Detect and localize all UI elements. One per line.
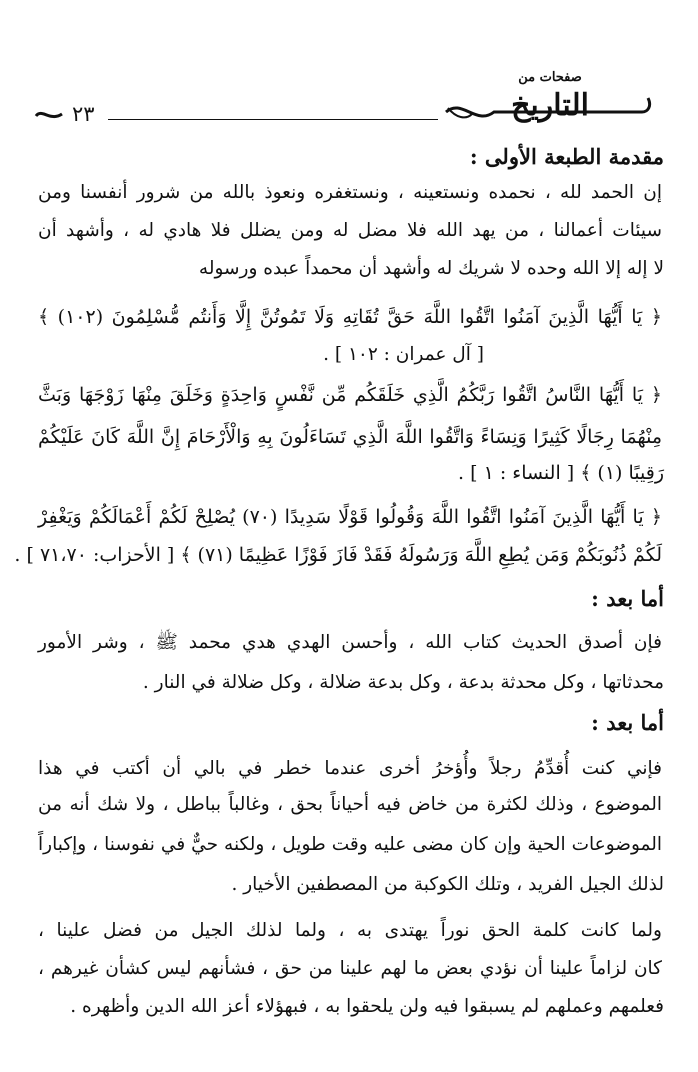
first-edition-heading: مقدمة الطبعة الأولى :: [469, 144, 664, 169]
logo-subtitle: صفحات من: [518, 70, 582, 85]
logo-title: التاريخ: [511, 88, 589, 123]
header-rule: [108, 119, 438, 120]
text-line: لا إله إلا الله وحده لا شريك له وأشهد أن محمداً عبده ورسوله: [198, 258, 664, 279]
verse-citation: [ آل عمران : ١٠٢ ] .: [323, 344, 484, 365]
amma-bad-heading-1: أما بعد :: [591, 586, 664, 611]
verse-line: لَكُمْ ذُنُوبَكُمْ وَمَن يُطِعِ اللَّهَ وَرَسُولَهُ فَقَدْ فَازَ فَوْزًا عَظِيمًا (٧١) ﴾ [ الأحزاب: ٧١،٧٠ ] .: [14, 544, 662, 566]
verse-line: مِنْهُمَا رِجَالًا كَثِيرًا وَنِسَاءً وَاتَّقُوا اللَّهَ الَّذِي تَسَاءَلُونَ بِهِ وَالْأَرْحَامَ إِنَّ اللَّهَ كَانَ عَلَيْكُمْ: [38, 426, 662, 448]
text-line: الموضوع ، وذلك لكثرة من خاض فيه أحياناً بحق ، وغالباً بباطل ، ولا شك أنه من: [38, 794, 662, 815]
text-line: فإني كنت أُقدِّمُ رجلاً وأُؤخرُ أخرى عندما خطر في بالي أن أكتب في هذا: [38, 758, 662, 779]
verse-line: ﴿ يَا أَيُّهَا النَّاسُ اتَّقُوا رَبَّكُمُ الَّذِي خَلَقَكُم مِّن نَّفْسٍ وَاحِدَةٍ وَخَلَقَ مِنْهَا زَوْجَهَا وَبَثَّ: [38, 384, 662, 406]
text-line: فإن أصدق الحديث كتاب الله ، وأحسن الهدي هدي محمد ﷺ ، وشر الأمور: [38, 632, 662, 653]
text-line: سيئات أعمالنا ، من يهد الله فلا مضل له ومن يضلل فلا هادي له ، وأشهد أن: [38, 220, 662, 241]
text-line: محدثاتها ، وكل محدثة بدعة ، وكل بدعة ضلالة ، وكل ضلالة في النار .: [142, 672, 664, 693]
verse-line: ﴿ يَا أَيُّهَا الَّذِينَ آمَنُوا اتَّقُوا اللَّهَ وَقُولُوا قَوْلًا سَدِيدًا (٧٠) يُصْلِحْ لَكُمْ أَعْمَالَكُمْ وَيَغْفِرْ: [38, 506, 662, 528]
verse-line: ﴿ يَا أَيُّهَا الَّذِينَ آمَنُوا اتَّقُوا اللَّهَ حَقَّ تُقَاتِهِ وَلَا تَمُوتُنَّ إِلَّا وَأَنتُم مُّسْلِمُونَ (١٠٢) ﴾: [38, 306, 662, 328]
swash-ornament: [34, 104, 64, 124]
text-line: كان لزاماً علينا أن نؤدي بعض ما لهم علينا من حق ، فشأنهم ليس كشأن غيرهم ،: [38, 958, 662, 979]
text-line: إن الحمد لله ، نحمده ونستعينه ، ونستغفره ونعوذ بالله من شرور أنفسنا ومن: [38, 182, 662, 203]
verse-line: رَقِيبًا (١) ﴾ [ النساء : ١ ] .: [458, 462, 664, 484]
text-line: ولما كانت كلمة الحق نوراً يهتدى به ، ولما لذلك الجيل من فضل علينا ،: [38, 920, 662, 941]
page-number: ٢٣: [72, 102, 95, 126]
amma-bad-heading-2: أما بعد :: [591, 710, 664, 735]
text-line: فعلمهم وعملهم لم يسبقوا فيه ولن يلحقوا به ، فبهؤلاء أعز الله الدين وأظهره .: [70, 996, 664, 1017]
text-line: الموضوعات الحية وإن كان مضى عليه وقت طويل ، ولكنه حيٌّ في نفوسنا ، وإكباراً: [38, 834, 662, 855]
text-line: لذلك الجيل الفريد ، وتلك الكوكبة من المصطفين الأخيار .: [231, 874, 664, 895]
